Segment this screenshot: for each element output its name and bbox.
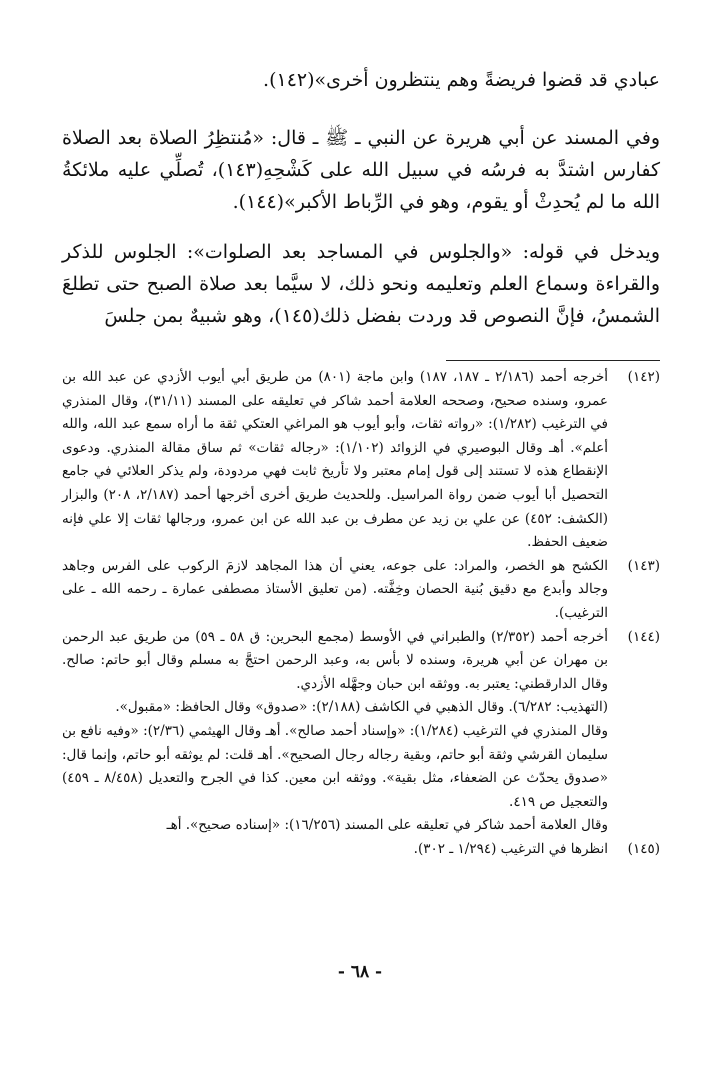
footnote-144 — [62, 626, 660, 838]
footnote-142 — [62, 366, 660, 555]
paragraph-1: عبادي قد قضوا فريضةً وهم ينتظرون أخرى»(١٤٢). — [263, 69, 660, 91]
page-number: - ٦٨ - — [337, 962, 383, 982]
footnote-number: (١٤٥) — [627, 840, 660, 857]
footnote-text — [62, 626, 608, 838]
footnote-number: (١٤٣) — [627, 557, 660, 574]
paragraph-2: وفي المسند عن أبي هريرة عن النبي ـ ﷺ ـ قال: «مُنتظِرُ الصلاة بعد الصلاة كفارس اشتدَّ به فرسُه في سبيل الله على كَشْحِهِ(١٤٣)، تُصلِّي عليه ملائكةُ الله ما لم يُحدِثْ أو يقوم، وهو في الرِّباط الأكبر»(١٤٤). — [62, 127, 660, 213]
footnote-text — [62, 366, 608, 555]
footnote-number: (١٤٤) — [627, 628, 660, 645]
footnote-line: وقال العلامة أحمد شاكر في تعليقه على المسند (١٦/٢٥٦): «إسناده صحيح». أهـ — [166, 817, 608, 834]
footnote-text — [62, 838, 608, 862]
footnote-145 — [62, 838, 660, 862]
footnotes — [62, 366, 660, 861]
footnote-line: (التهذيب: ٦/٢٨٢). وقال الذهبي في الكاشف (٢/١٨٨): «صدوق» وقال الحافظ: «مقبول». — [115, 699, 608, 716]
footnote-line: أخرجه أحمد (٢/٣٥٢) والطبراني في الأوسط (مجمع البحرين: ق ٥٨ ـ ٥٩) من طريق عبد الرحمن بن مهران عن أبي هريرة، وسنده لا بأس به، وعبد الرحمن احتجَّ به مسلم وقال أبو حاتم: صالح. وقال الدارقطني: يعتبر به. ووثقه ابن حبان وجهَّله الأزدي. — [62, 628, 608, 692]
main-text — [62, 64, 660, 332]
footnote-143 — [62, 555, 660, 626]
footnote-text — [62, 555, 608, 626]
footnote-number: (١٤٢) — [627, 369, 660, 385]
paragraph-3: ويدخل في قوله: «والجلوس في المساجد بعد الصلوات»: الجلوس للذكر والقراءة وسماع العلم وتعليمه ونحو ذلك، لا سيَّما بعد صلاة الصبح حتى تطلعَ الشمسُ، فإنَّ النصوص قد وردت بفضل ذلك(١٤٥)، وهو شبيهٌ بمن جلسَ — [62, 241, 660, 327]
footnote-line: وقال المنذري في الترغيب (١/٢٨٤): «وإسناد أحمد صالح». أهـ وقال الهيثمي (٢/٣٦): «وفيه نافع بن سليمان القرشي وثقة أبو حاتم، وبقية رجاله رجال الصحيح». أهـ قلت: لم يوثقه أبو حاتم، وإنما قال: «صدوق يحدّث عن الضعفاء، مثل بقية». ووثقه ابن معين. كذا في الجرح والتعديل (٨/٤٥٨ ـ ٤٥٩) والتعجيل ص ٤١٩. — [62, 722, 608, 810]
footnote-line: أخرجه أحمد (٢/١٨٦ ـ ١٨٧، ١٨٧) وابن ماجة (٨٠١) من طريق أبي أيوب الأزدي عن عبد الله بن عمرو، وسنده صحيح، وصححه العلامة أحمد شاكر في تعليقه على المسند (٣١/١١)، وقال المنذري في الترغيب (١/٢٨٢): «رواته ثقات، وأبو أيوب هو المراغي العتكي ثقة ما أراه سمع عبد الله، والله أعلم». أهـ وقال البوصيري في الزوائد (١/١٠٢): «رجاله ثقات» ثم ساق مقالة المنذري. ودعوى الإنقطاع هذه لا تستند إلى قول إمام معتبر ولا تأريخ ثابت فهي مردودة، ولم يذكر العلائي في جامع التحصيل أبا أيوب ضمن رواة المراسيل. وللحديث طريق أخرى أخرجها أحمد (٢/١٨٧، ٢٠٨) والبزار (الكشف: ٤٥٢) عن علي بن زيد عن مطرف بن عبد الله عن ابن عمرو، ورجالها ثقات إلا علي فإنه ضعيف الحفظ. — [62, 369, 609, 551]
footnote-line: الكشح هو الخصر، والمراد: على جوعه، يعني أن هذا المجاهد لازمَ الركوب على الفرس وجاهد وجالد وأبدع مع دقيق بُنية الحصان وخِفَّته. (من تعليق الأستاذ مصطفى عمارة ـ رحمه الله ـ على الترغيب). — [62, 557, 608, 621]
footnote-divider — [446, 360, 660, 361]
footnote-line: انظرها في الترغيب (١/٢٩٤ ـ ٣٠٢). — [413, 840, 608, 857]
